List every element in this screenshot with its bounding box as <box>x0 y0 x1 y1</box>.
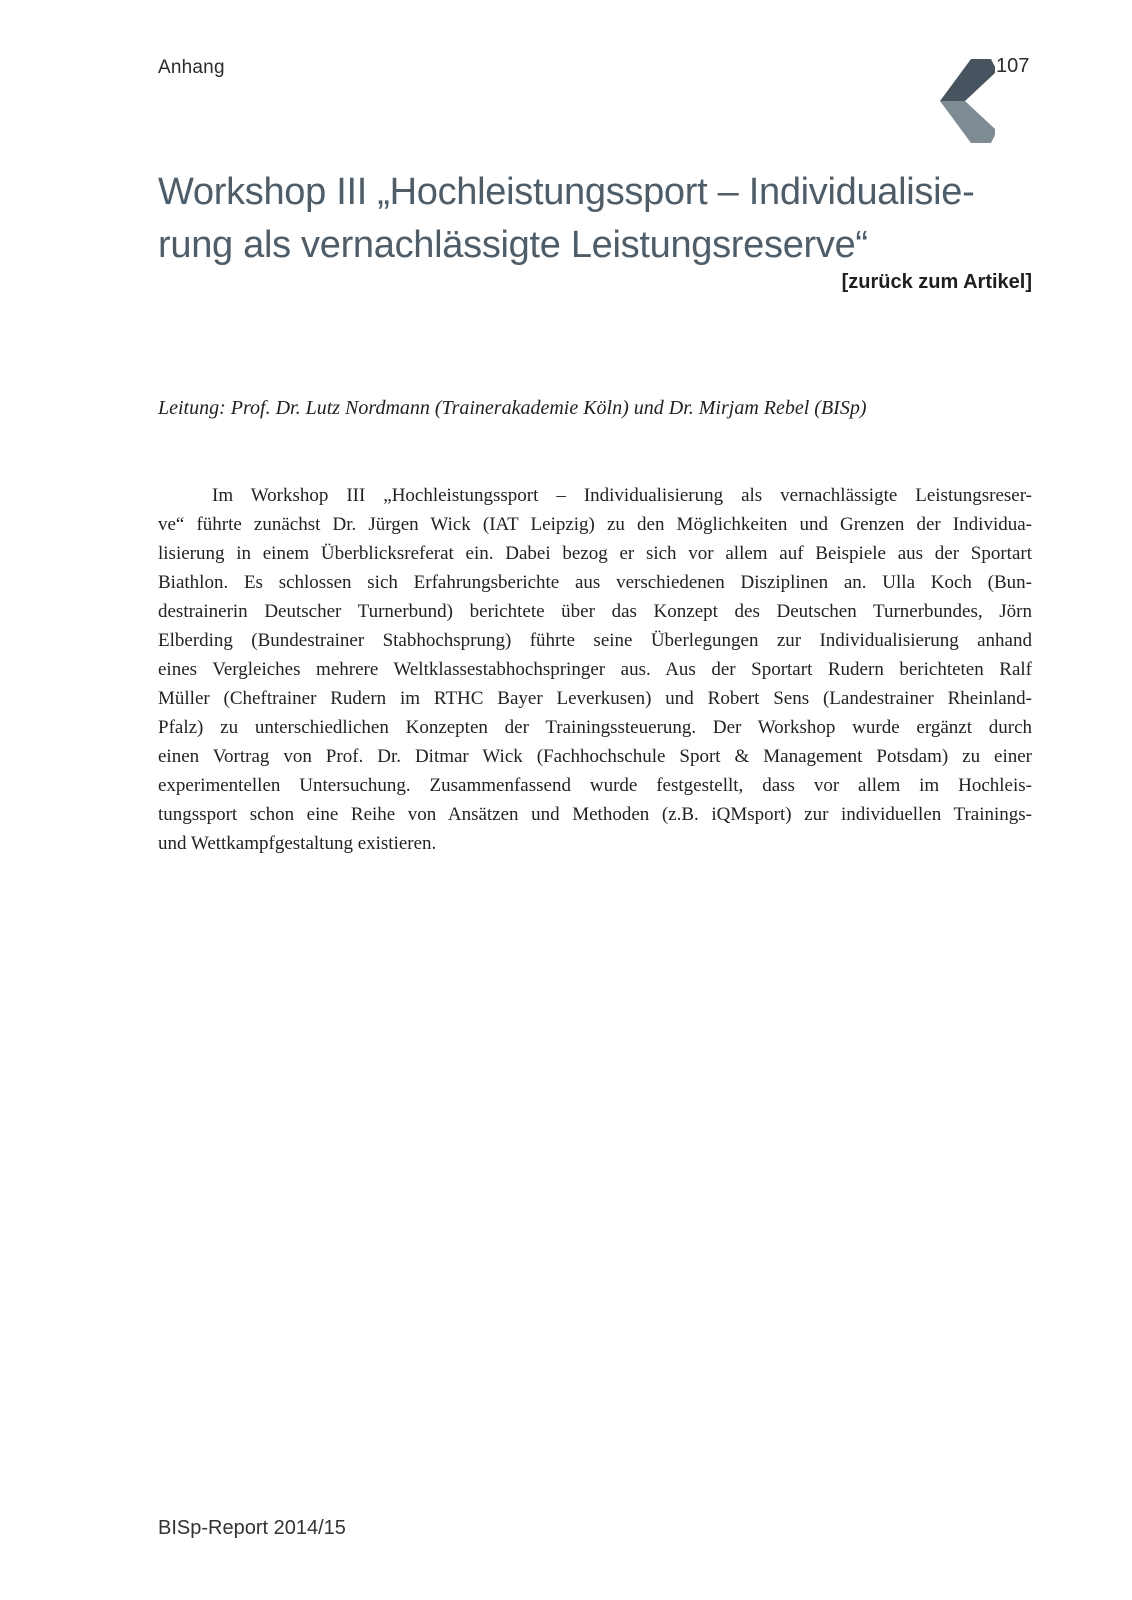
body-paragraph <box>158 481 1032 858</box>
body-line: Pfalz) zu unterschiedlichen Konzepten der Trainingssteuerung. Der Workshop wurde ergänzt durch <box>158 717 1032 738</box>
running-header-text: Anhang <box>158 57 225 78</box>
body-line: Biathlon. Es schlossen sich Erfahrungsberichte aus verschiedenen Disziplinen an. Ulla Koch (Bun- <box>158 572 1032 593</box>
body-line: Im Workshop III „Hochleistungssport – Individualisierung als vernachlässigte Leistungsreser- <box>212 485 1032 506</box>
body-line: Müller (Cheftrainer Rudern im RTHC Bayer Leverkusen) und Robert Sens (Landestrainer Rheinland- <box>158 688 1032 709</box>
body-line: Elberding (Bundestrainer Stabhochsprung) führte seine Überlegungen zur Individualisierung anhand <box>158 630 1032 651</box>
body-line: einen Vortrag von Prof. Dr. Ditmar Wick (Fachhochschule Sport & Management Potsdam) zu einer <box>158 746 1032 767</box>
chevron-left-icon <box>940 59 995 143</box>
workshop-leadership-line: Leitung: Prof. Dr. Lutz Nordmann (Trainerakademie Köln) und Dr. Mirjam Rebel (BISp) <box>158 397 867 419</box>
report-footer: BISp-Report 2014/15 <box>158 1517 346 1539</box>
body-line: eines Vergleiches mehrere Weltklassestabhochspringer aus. Aus der Sportart Rudern berichteten Ralf <box>158 659 1032 680</box>
page-title <box>158 166 1043 272</box>
body-line: tungssport schon eine Reihe von Ansätzen und Methoden (z.B. iQMsport) zur individuellen Trainings- <box>158 804 1032 825</box>
body-line: lisierung in einem Überblicksreferat ein. Dabei bezog er sich vor allem auf Beispiele aus der Sportart <box>158 543 1032 564</box>
page-title-line-1: Workshop III „Hochleistungssport – Individualisie- <box>158 171 975 213</box>
body-line: experimentellen Untersuchung. Zusammenfassend wurde festgestellt, dass vor allem im Hochleis- <box>158 775 1032 796</box>
body-line: ve“ führte zunächst Dr. Jürgen Wick (IAT Leipzig) zu den Möglichkeiten und Grenzen der Individua- <box>158 514 1032 535</box>
chevron-dark-segment <box>940 59 995 101</box>
page-number: 107 <box>996 55 1030 77</box>
back-to-article-link[interactable]: [zurück zum Artikel] <box>841 271 1032 293</box>
body-line: destrainerin Deutscher Turnerbund) berichtete über das Konzept des Deutschen Turnerbundes, Jörn <box>158 601 1032 622</box>
body-line: und Wettkampfgestaltung existieren. <box>158 833 437 854</box>
page-title-line-2: rung als vernachlässigte Leistungsreserve“ <box>158 224 868 266</box>
chevron-light-segment <box>940 101 995 143</box>
